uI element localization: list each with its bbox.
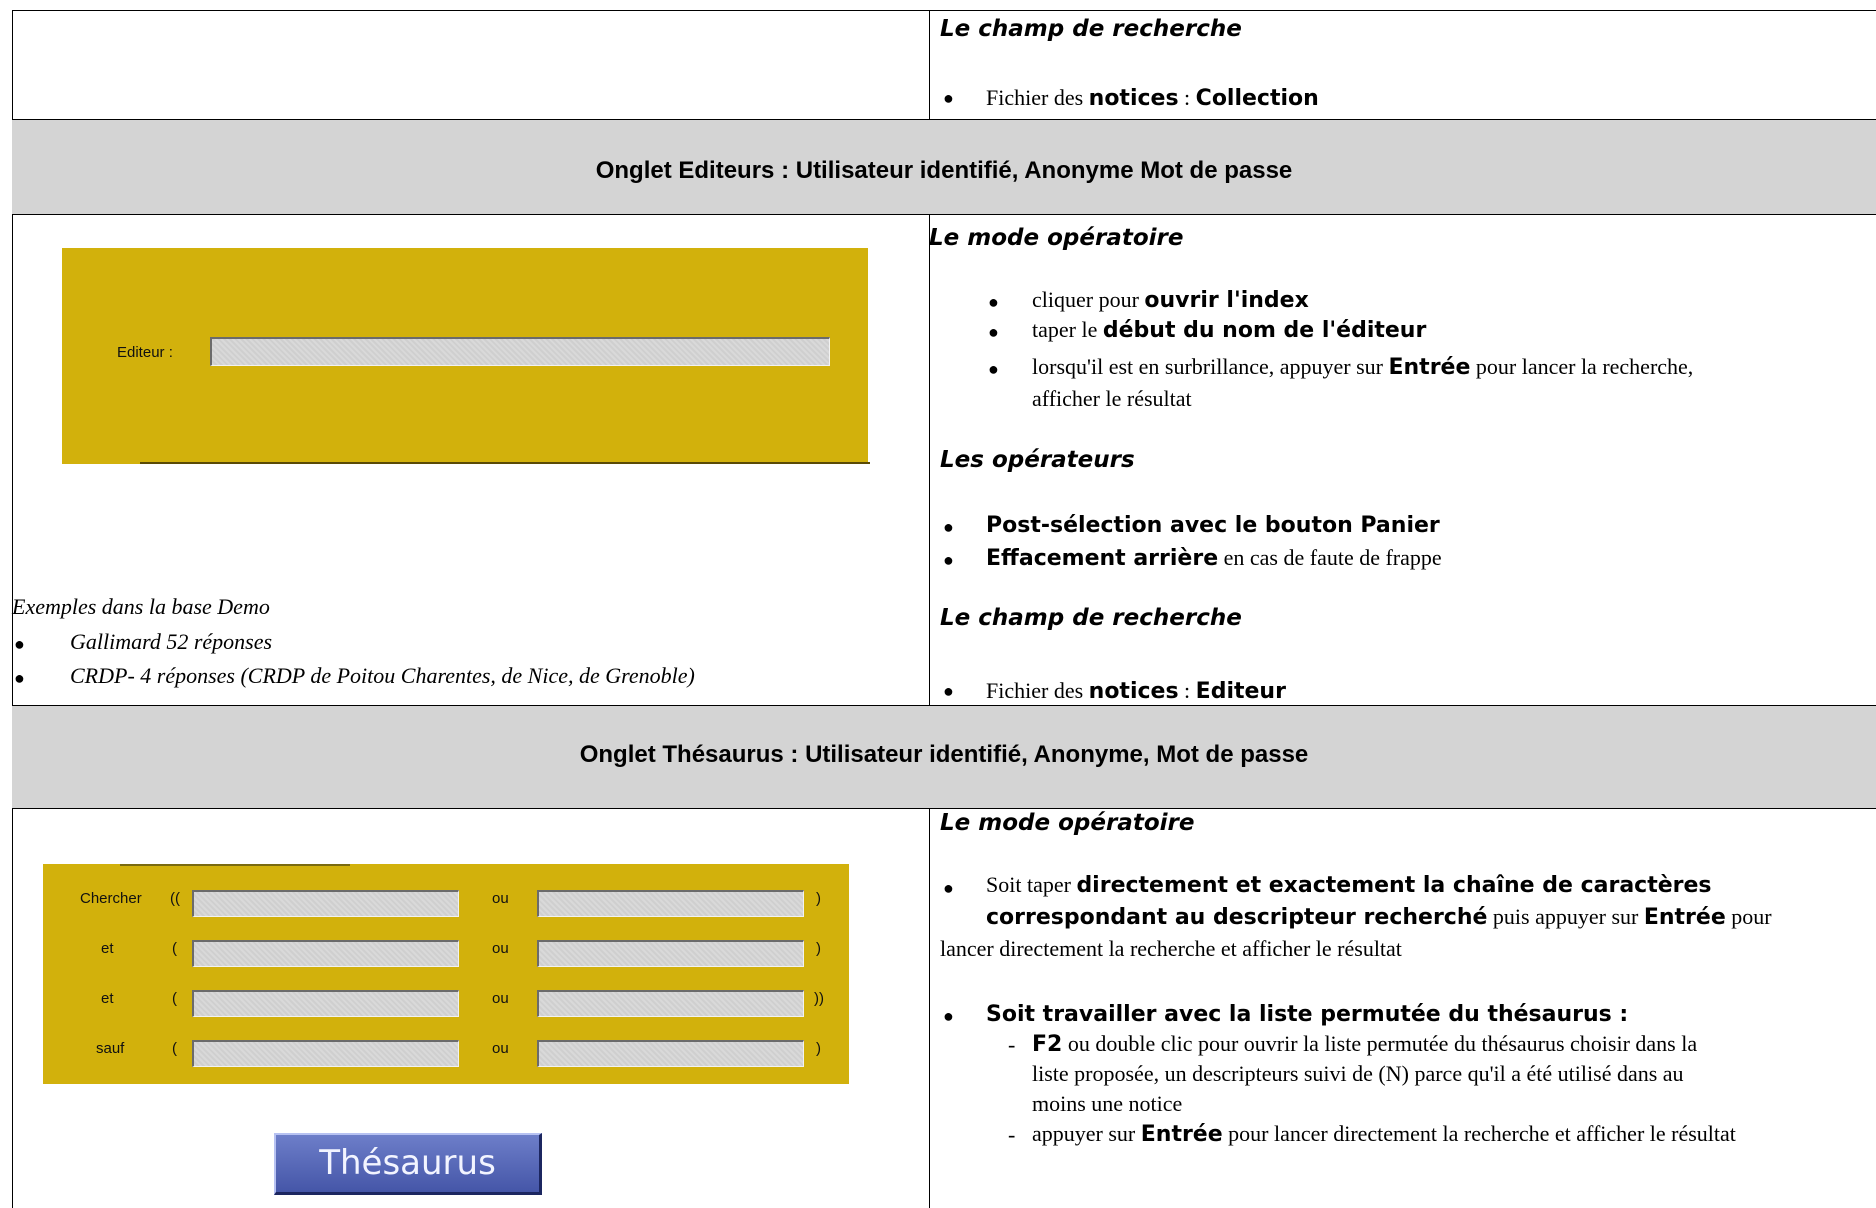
example-item: CRDP- 4 réponses (CRDP de Poitou Charentes, de Nice, de Grenoble): [70, 663, 695, 688]
bullet: ●: [943, 1006, 954, 1026]
sub-item: F2 ou double clic pour ouvrir la liste permutée du thésaurus choisir dans la: [1032, 1031, 1698, 1057]
editeur-input[interactable]: [210, 337, 830, 366]
mode-item: Soit taper directement et exactement la chaîne de caractères: [986, 872, 1712, 898]
examples-heading: Exemples dans la base Demo: [12, 594, 270, 619]
panel-bottom-shadow: [140, 462, 870, 464]
table-top-border: [12, 10, 1876, 11]
thesaurus-input-right[interactable]: [537, 1040, 804, 1067]
thesaurus-input-right[interactable]: [537, 990, 804, 1017]
thesaurus-row-label: et: [101, 940, 114, 957]
mode-item: taper le début du nom de l'éditeur: [1032, 317, 1427, 343]
sub-item-continuation: liste proposée, un descripteurs suivi de (N) parce qu'il a été utilisé dans au: [1032, 1061, 1684, 1086]
bullet: ●: [943, 878, 954, 898]
thesaurus-input-right[interactable]: [537, 890, 804, 917]
ou-label: ou: [492, 890, 509, 907]
open-paren: (: [172, 990, 177, 1007]
bullet: ●: [988, 359, 999, 379]
section-heading-operateurs: Les opérateurs: [940, 447, 1135, 473]
bullet: ●: [14, 634, 25, 654]
close-paren: )): [814, 990, 824, 1007]
mode-item-continuation: correspondant au descripteur recherché puis appuyer sur Entrée pour: [986, 904, 1772, 930]
field-item-editeur: Fichier des notices : Editeur: [986, 678, 1286, 704]
thesaurus-input-left[interactable]: [192, 1040, 459, 1067]
bullet: ●: [14, 668, 25, 688]
ou-label: ou: [492, 940, 509, 957]
bullet: ●: [943, 88, 954, 108]
thesaurus-input-left[interactable]: [192, 940, 459, 967]
operator-item: Post-sélection avec le bouton Panier: [986, 513, 1440, 538]
section-heading-champ-editeur: Le champ de recherche: [940, 605, 1242, 631]
bullet: ●: [943, 681, 954, 701]
thesaurus-row-label: sauf: [96, 1040, 125, 1057]
sub-item: appuyer sur Entrée pour lancer directement la recherche et afficher le résultat: [1032, 1121, 1736, 1147]
column-divider: [929, 808, 930, 1208]
bullet: ●: [988, 322, 999, 342]
mode-item-continuation: lancer directement la recherche et afficher le résultat: [940, 936, 1402, 961]
section-heading-mode-editeurs: Le mode opératoire: [929, 225, 1184, 251]
row-divider: [12, 808, 1876, 809]
section-title-thesaurus: Onglet Thésaurus : Utilisateur identifié, Anonyme, Mot de passe: [579, 741, 1309, 768]
thesaurus-input-left[interactable]: [192, 890, 459, 917]
section-heading-mode-thesaurus: Le mode opératoire: [940, 810, 1195, 836]
bullet: ●: [943, 517, 954, 537]
panel-top-shadow: [120, 864, 350, 866]
column-divider: [929, 10, 930, 120]
bullet: ●: [943, 550, 954, 570]
thesaurus-input-left[interactable]: [192, 990, 459, 1017]
column-divider: [929, 214, 930, 705]
dash-marker: -: [1008, 1032, 1016, 1057]
mode-item: Soit travailler avec la liste permutée du thésaurus :: [986, 1002, 1629, 1027]
open-paren: ((: [170, 890, 180, 907]
bullet: ●: [988, 292, 999, 312]
thesaurus-row-label: Chercher: [80, 890, 142, 907]
open-paren: (: [172, 1040, 177, 1057]
mode-item: lorsqu'il est en surbrillance, appuyer sur Entrée pour lancer la recherche,: [1032, 354, 1694, 380]
close-paren: ): [816, 940, 821, 957]
thesaurus-row-label: et: [101, 990, 114, 1007]
ou-label: ou: [492, 1040, 509, 1057]
section-title-editeurs: Onglet Editeurs : Utilisateur identifié, Anonyme Mot de passe: [595, 157, 1293, 184]
operator-item: Effacement arrière en cas de faute de frappe: [986, 545, 1442, 571]
section-heading-champ-collection: Le champ de recherche: [940, 16, 1242, 42]
open-paren: (: [172, 940, 177, 957]
ou-label: ou: [492, 990, 509, 1007]
field-item-collection: Fichier des notices : Collection: [986, 85, 1319, 111]
mode-item-continuation: afficher le résultat: [1032, 386, 1192, 411]
row-divider: [12, 214, 1876, 215]
example-item: Gallimard 52 réponses: [70, 629, 273, 654]
thesaurus-input-right[interactable]: [537, 940, 804, 967]
sub-item-continuation: moins une notice: [1032, 1091, 1183, 1116]
editeur-field-label: Editeur :: [117, 344, 173, 361]
mode-item: cliquer pour ouvrir l'index: [1032, 287, 1309, 313]
dash-marker: -: [1008, 1122, 1016, 1147]
thesaurus-button[interactable]: Thésaurus: [274, 1133, 542, 1195]
close-paren: ): [816, 890, 821, 907]
close-paren: ): [816, 1040, 821, 1057]
